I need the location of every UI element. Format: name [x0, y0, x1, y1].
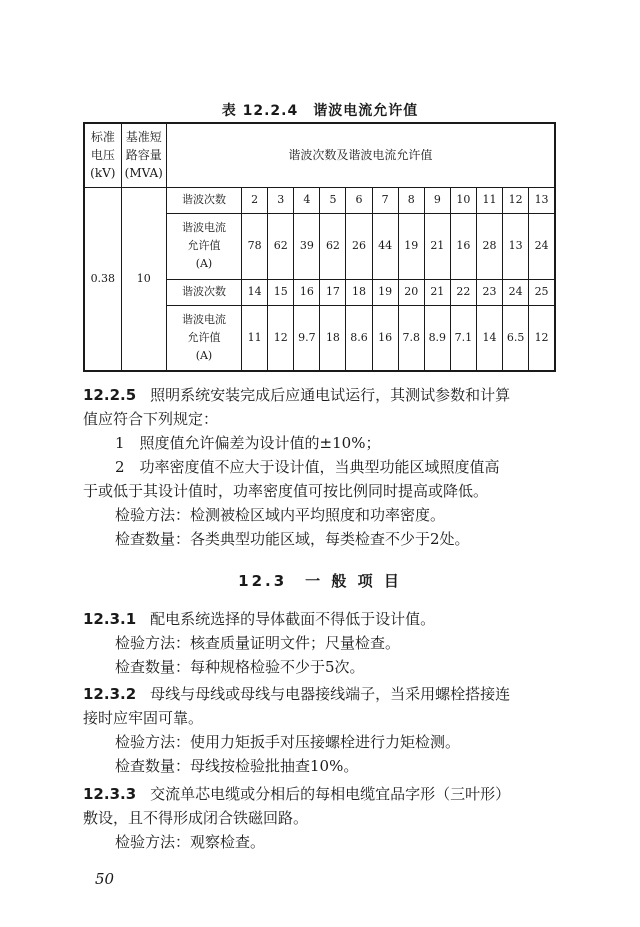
table-cell: 24 [529, 213, 555, 279]
inspection-method: 检验方法：检测被检区域内平均照度和功率密度。 [115, 506, 446, 524]
clause-number: 12.3.3 [83, 785, 137, 803]
table-cell: 12 [503, 187, 529, 213]
table-cell: 16 [294, 279, 320, 305]
table-cell: 16 [450, 213, 476, 279]
table-cell: 7.8 [398, 305, 424, 371]
table-cell: 5 [320, 187, 346, 213]
clause-12-3-1: 12.3.1 配电系统选择的导体截面不得低于设计值。 检验方法：核查质量证明文件；尺量检查。 检查数量：每种规格检验不少于5次。 [83, 607, 563, 679]
inspection-quantity: 检查数量：每种规格检验不少于5次。 [115, 658, 365, 676]
table-cell: 39 [294, 213, 320, 279]
table-cell: 17 [320, 279, 346, 305]
clause-number: 12.3.1 [83, 610, 137, 628]
table-cell: 8 [398, 187, 424, 213]
inspection-method: 检验方法：核查质量证明文件；尺量检查。 [115, 634, 401, 652]
table-cell: 19 [372, 279, 398, 305]
table-cell: 23 [476, 279, 502, 305]
table-cell: 2 [242, 187, 268, 213]
table-title: 表 12.2.4 谐波电流允许值 [221, 103, 419, 119]
clause-number: 12.3.2 [83, 685, 137, 703]
table-cell: 13 [529, 187, 555, 213]
voltage-value: 0.38 [84, 187, 121, 371]
table-cell: 9 [424, 187, 450, 213]
table-cell: 7.1 [450, 305, 476, 371]
capacity-value: 10 [121, 187, 166, 371]
table-cell: 19 [398, 213, 424, 279]
table-cell: 21 [424, 213, 450, 279]
table-cell: 3 [268, 187, 294, 213]
table-cell: 14 [476, 305, 502, 371]
table-cell: 44 [372, 213, 398, 279]
table-cell: 18 [346, 279, 372, 305]
clause-12-2-5: 12.2.5 照明系统安装完成后应通电试运行，其测试参数和计算 值应符合下列规定： 1 照度值允许偏差为设计值的±10%； 2 功率密度值不应大于设计值，当典型功能区域照度值高 于或低于其设计值时，功率密度值可按比例同时提高或降低。 检验方法：检测被检区域内平均照度和功率密度。 检查数量：各类典型功能区域，每类检查不少于2处。 [83, 383, 563, 551]
table-cell: 11 [242, 305, 268, 371]
table-cell: 25 [529, 279, 555, 305]
table-cell: 12 [268, 305, 294, 371]
table-cell: 12 [529, 305, 555, 371]
header-voltage: 标准 电压 (kV) [84, 123, 121, 187]
table-cell: 22 [450, 279, 476, 305]
table-cell: 62 [268, 213, 294, 279]
table-cell: 8.6 [346, 305, 372, 371]
row-label: 谐波次数 [166, 187, 241, 213]
header-harmonic-values: 谐波次数及谐波电流允许值 [166, 123, 555, 187]
inspection-method: 检验方法：使用力矩扳手对压接螺栓进行力矩检测。 [115, 733, 461, 751]
table-cell: 8.9 [424, 305, 450, 371]
table-cell: 4 [294, 187, 320, 213]
inspection-quantity: 检查数量：母线按检验批抽查10%。 [115, 757, 359, 775]
clause-12-3-3: 12.3.3 交流单芯电缆或分相后的每相电缆宜品字形（三叶形） 敷设，且不得形成闭合铁磁回路。 检验方法：观察检查。 [83, 782, 563, 854]
table-cell: 9.7 [294, 305, 320, 371]
item-1: 1 照度值允许偏差为设计值的±10%； [115, 434, 381, 452]
table-cell: 78 [242, 213, 268, 279]
header-capacity: 基准短 路容量 (MVA) [121, 123, 166, 187]
row-label: 谐波次数 [166, 279, 241, 305]
inspection-method: 检验方法：观察检查。 [115, 833, 266, 851]
table-cell: 15 [268, 279, 294, 305]
table-cell: 13 [503, 213, 529, 279]
harmonic-current-table [83, 122, 556, 372]
row-label: 谐波电流 允许值 (A) [166, 213, 241, 279]
table-cell: 26 [346, 213, 372, 279]
table-cell: 28 [476, 213, 502, 279]
row-label: 谐波电流 允许值 (A) [166, 305, 241, 371]
item-2: 2 功率密度值不应大于设计值，当典型功能区域照度值高 [115, 458, 500, 476]
clause-12-3-2: 12.3.2 母线与母线或母线与电器接线端子，当采用螺栓搭接连 接时应牢固可靠。 检验方法：使用力矩扳手对压接螺栓进行力矩检测。 检查数量：母线按检验批抽查10%。 [83, 682, 563, 778]
table-cell: 6 [346, 187, 372, 213]
table-cell: 21 [424, 279, 450, 305]
inspection-quantity: 检查数量：各类典型功能区域，每类检查不少于2处。 [115, 530, 470, 548]
page-number: 50 [95, 870, 115, 888]
table-cell: 11 [476, 187, 502, 213]
table-cell: 14 [242, 279, 268, 305]
table-cell: 6.5 [503, 305, 529, 371]
table-cell: 24 [503, 279, 529, 305]
table-cell: 16 [372, 305, 398, 371]
section-heading: 12.3 一 般 项 目 [238, 572, 402, 590]
table-cell: 20 [398, 279, 424, 305]
table-cell: 7 [372, 187, 398, 213]
clause-number: 12.2.5 [83, 386, 137, 404]
table-cell: 10 [450, 187, 476, 213]
table-cell: 62 [320, 213, 346, 279]
table-cell: 18 [320, 305, 346, 371]
